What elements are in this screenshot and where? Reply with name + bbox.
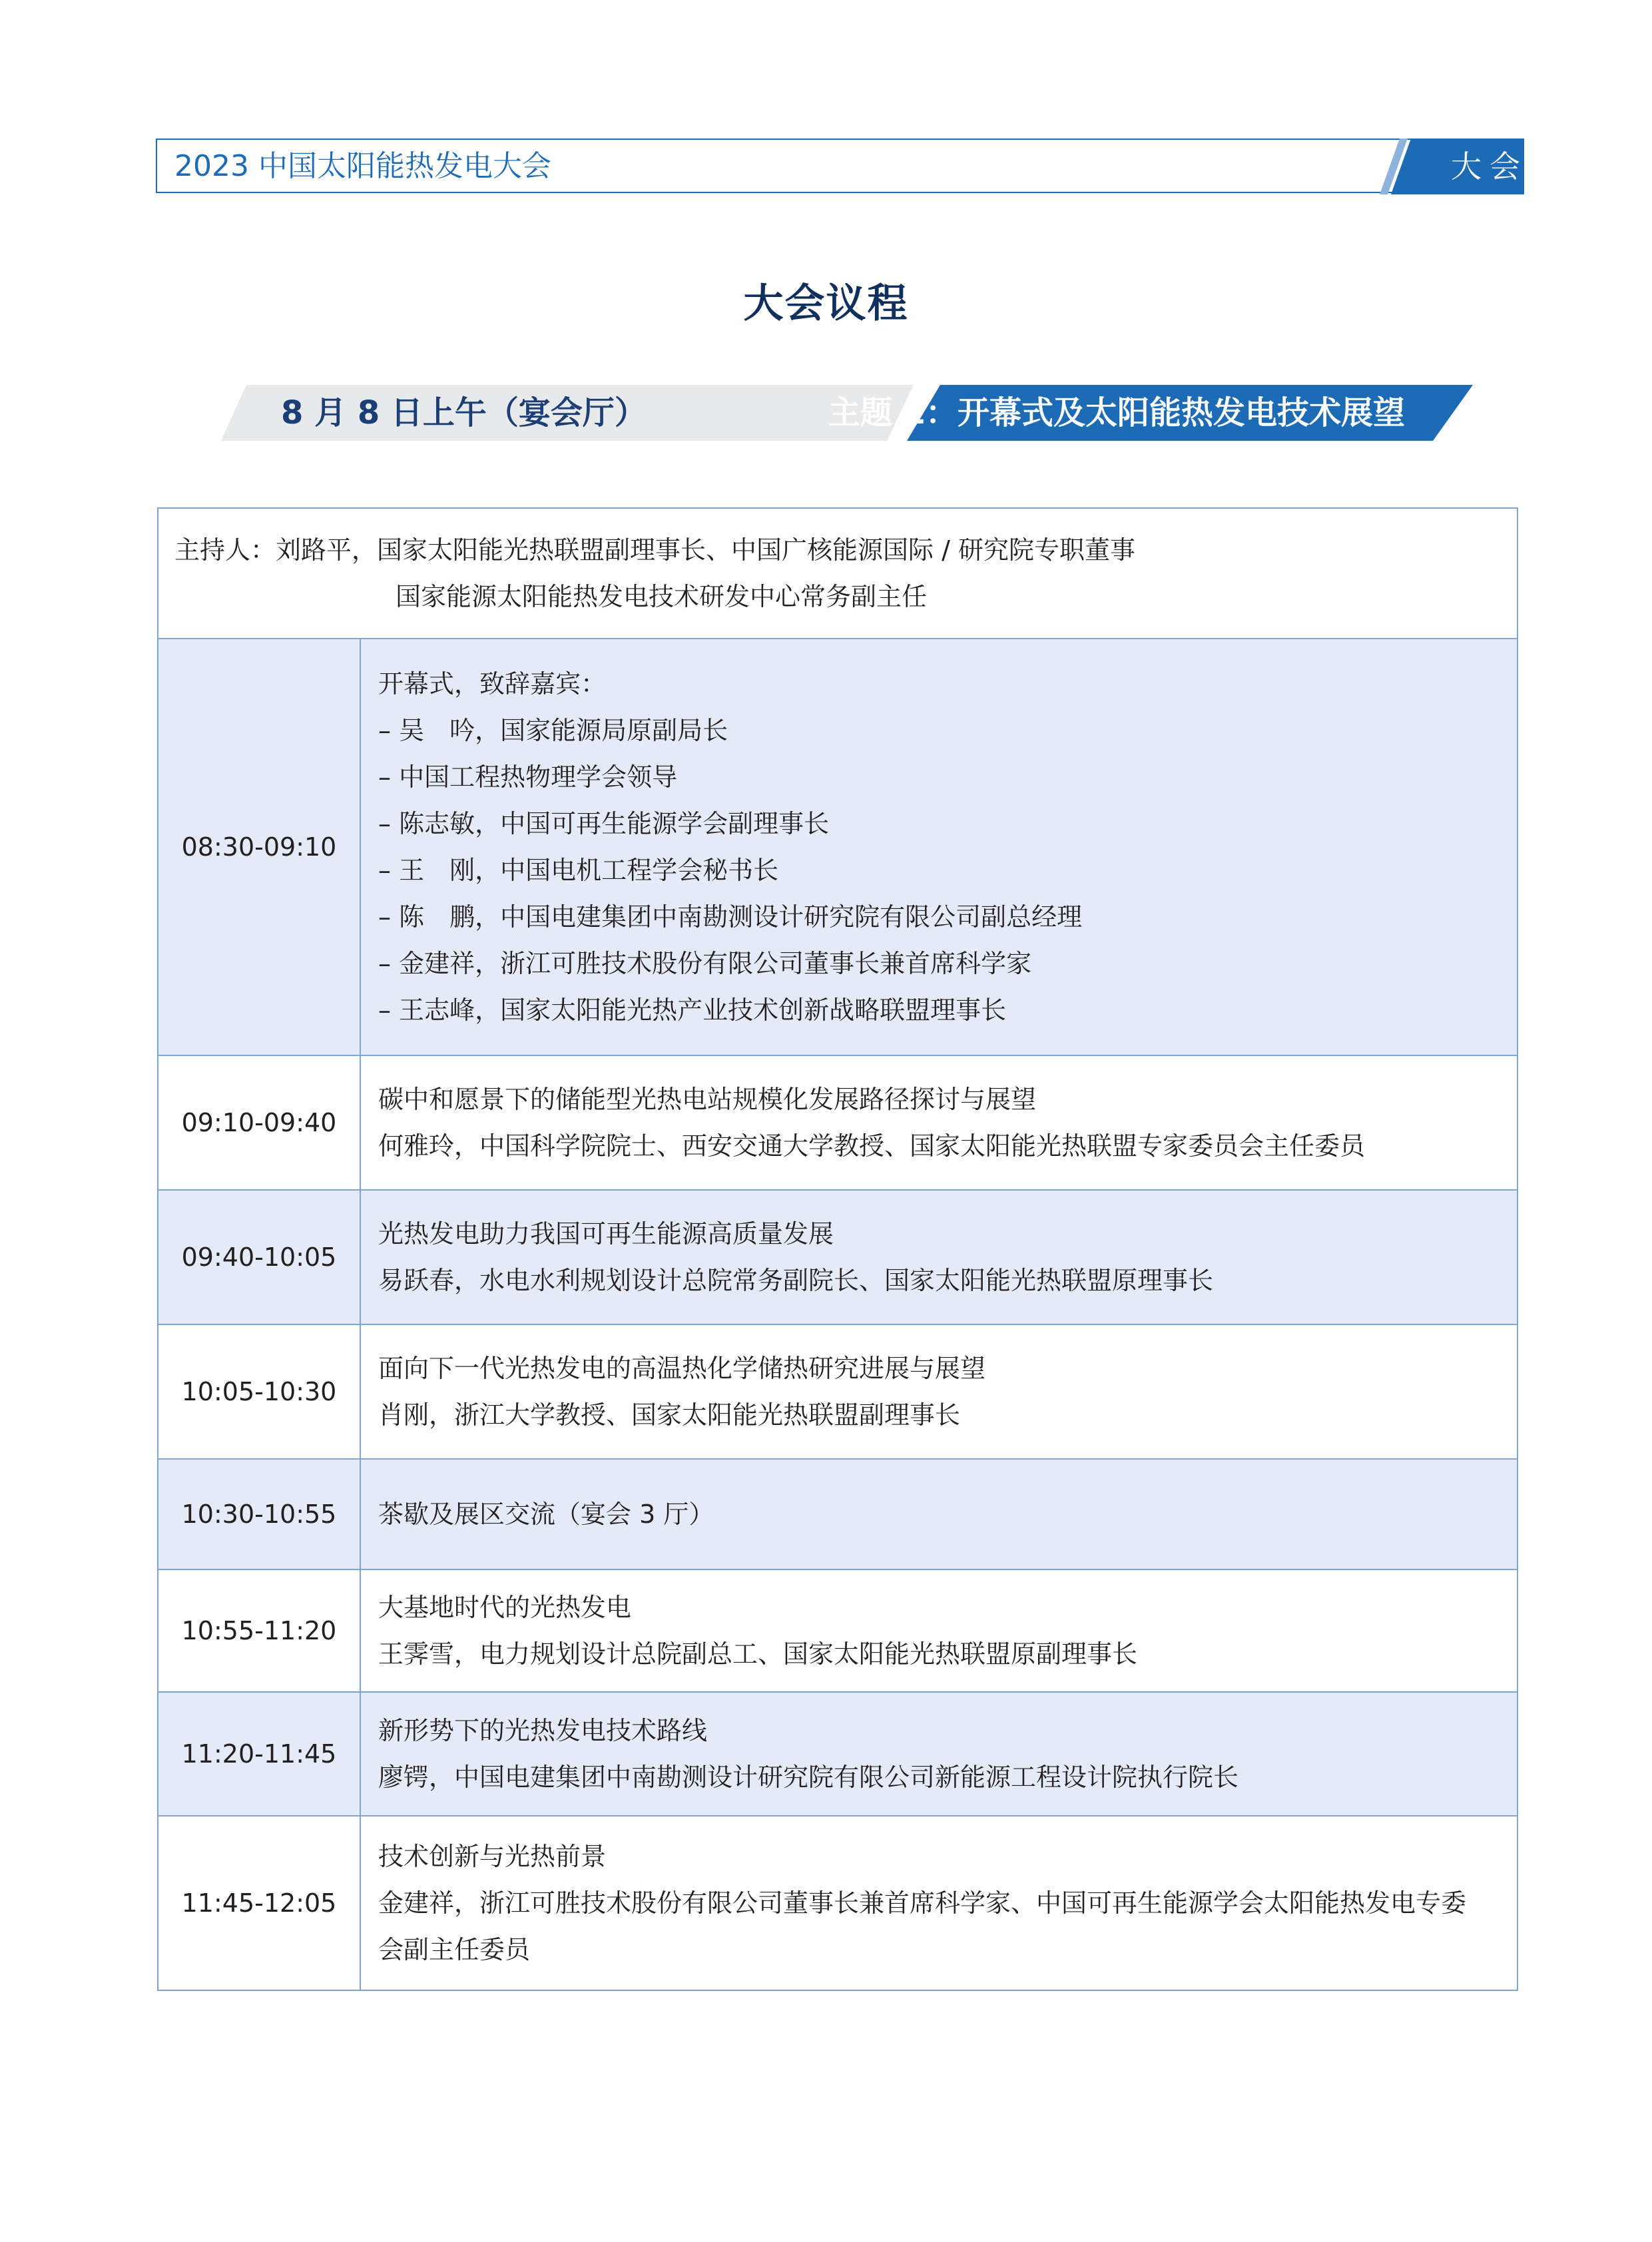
agenda-line: – 陈 鹏，中国电建集团中南勘测设计研究院有限公司副总经理 (378, 902, 1083, 932)
agenda-content (360, 1055, 1517, 1190)
agenda-content (360, 1324, 1517, 1459)
agenda-row (158, 1816, 1517, 1990)
agenda-line: 开幕式，致辞嘉宾： (378, 669, 607, 699)
agenda-line: – 金建祥，浙江可胜技术股份有限公司董事长兼首席科学家 (378, 949, 1032, 978)
agenda-row (158, 1459, 1517, 1569)
agenda-time: 09:10-09:40 (158, 1055, 360, 1190)
agenda-row (158, 1190, 1517, 1324)
agenda-time: 10:05-10:30 (158, 1324, 360, 1459)
agenda-line: 何雅玲，中国科学院院士、西安交通大学教授、国家太阳能光热联盟专家委员会主任委员 (378, 1131, 1366, 1161)
section-tab-label: 大会议程 (1451, 148, 1605, 184)
conference-title: 2023 中国太阳能热发电大会 (174, 149, 551, 183)
agenda-line: – 陈志敏，中国可再生能源学会副理事长 (378, 809, 830, 838)
agenda-line: 金建祥，浙江可胜技术股份有限公司董事长兼首席科学家、中国可再生能源学会太阳能热发电专委 (378, 1888, 1467, 1918)
session-theme: 主题 1：开幕式及太阳能热发电技术展望 (828, 394, 1406, 431)
host-line-1: 主持人：刘路平，国家太阳能光热联盟副理事长、中国广核能源国际 / 研究院专职董事 (174, 535, 1135, 565)
agenda-table (157, 507, 1518, 1991)
agenda-content (360, 1190, 1517, 1324)
agenda-line: 大基地时代的光热发电 (378, 1593, 632, 1622)
agenda-row (158, 1569, 1517, 1692)
page-title: 大会议程 (743, 280, 909, 327)
agenda-line: – 中国工程热物理学会领导 (378, 762, 678, 792)
agenda-content (360, 639, 1517, 1055)
agenda-line: 碳中和愿景下的储能型光热电站规模化发展路径探讨与展望 (378, 1085, 1037, 1114)
agenda-line: 技术创新与光热前景 (378, 1842, 607, 1871)
host-row (158, 508, 1517, 639)
agenda-row (158, 1055, 1517, 1190)
agenda-content (360, 1816, 1517, 1990)
host-cell (158, 508, 1517, 639)
agenda-time: 11:20-11:45 (158, 1692, 360, 1816)
agenda-time: 08:30-09:10 (158, 639, 360, 1055)
agenda-line: 王霁雪，电力规划设计总院副总工、国家太阳能光热联盟原副理事长 (378, 1639, 1138, 1669)
agenda-line: – 王 刚，中国电机工程学会秘书长 (378, 856, 779, 885)
agenda-row (158, 1692, 1517, 1816)
agenda-time: 11:45-12:05 (158, 1816, 360, 1990)
agenda-line: 新形势下的光热发电技术路线 (378, 1716, 708, 1745)
host-line-2: 国家能源太阳能热发电技术研发中心常务副主任 (396, 582, 928, 611)
agenda-line: 廖锷，中国电建集团中南勘测设计研究院有限公司新能源工程设计院执行院长 (378, 1763, 1239, 1792)
session-date: 8 月 8 日上午（宴会厅） (281, 394, 647, 431)
agenda-row (158, 1324, 1517, 1459)
agenda-content (360, 1692, 1517, 1816)
page-header (156, 139, 1605, 194)
agenda-time: 09:40-10:05 (158, 1190, 360, 1324)
agenda-line: 光热发电助力我国可再生能源高质量发展 (378, 1219, 834, 1249)
agenda-line: 易跃春，水电水利规划设计总院常务副院长、国家太阳能光热联盟原理事长 (378, 1266, 1214, 1295)
agenda-line: 茶歇及展区交流（宴会 3 厅） (378, 1500, 714, 1529)
agenda-time: 10:30-10:55 (158, 1459, 360, 1569)
agenda-line: – 王志峰，国家太阳能光热产业技术创新战略联盟理事长 (378, 995, 1007, 1025)
agenda-time: 10:55-11:20 (158, 1569, 360, 1692)
agenda-row (158, 639, 1517, 1055)
agenda-line: 面向下一代光热发电的高温热化学储热研究进展与展望 (378, 1354, 986, 1383)
agenda-content (360, 1569, 1517, 1692)
agenda-line: 肖刚，浙江大学教授、国家太阳能光热联盟副理事长 (378, 1400, 961, 1430)
agenda-line: 会副主任委员 (378, 1935, 531, 1964)
agenda-content (360, 1459, 1517, 1569)
session-banner (221, 385, 1473, 441)
agenda-line: – 吴 吟，国家能源局原副局长 (378, 716, 728, 745)
